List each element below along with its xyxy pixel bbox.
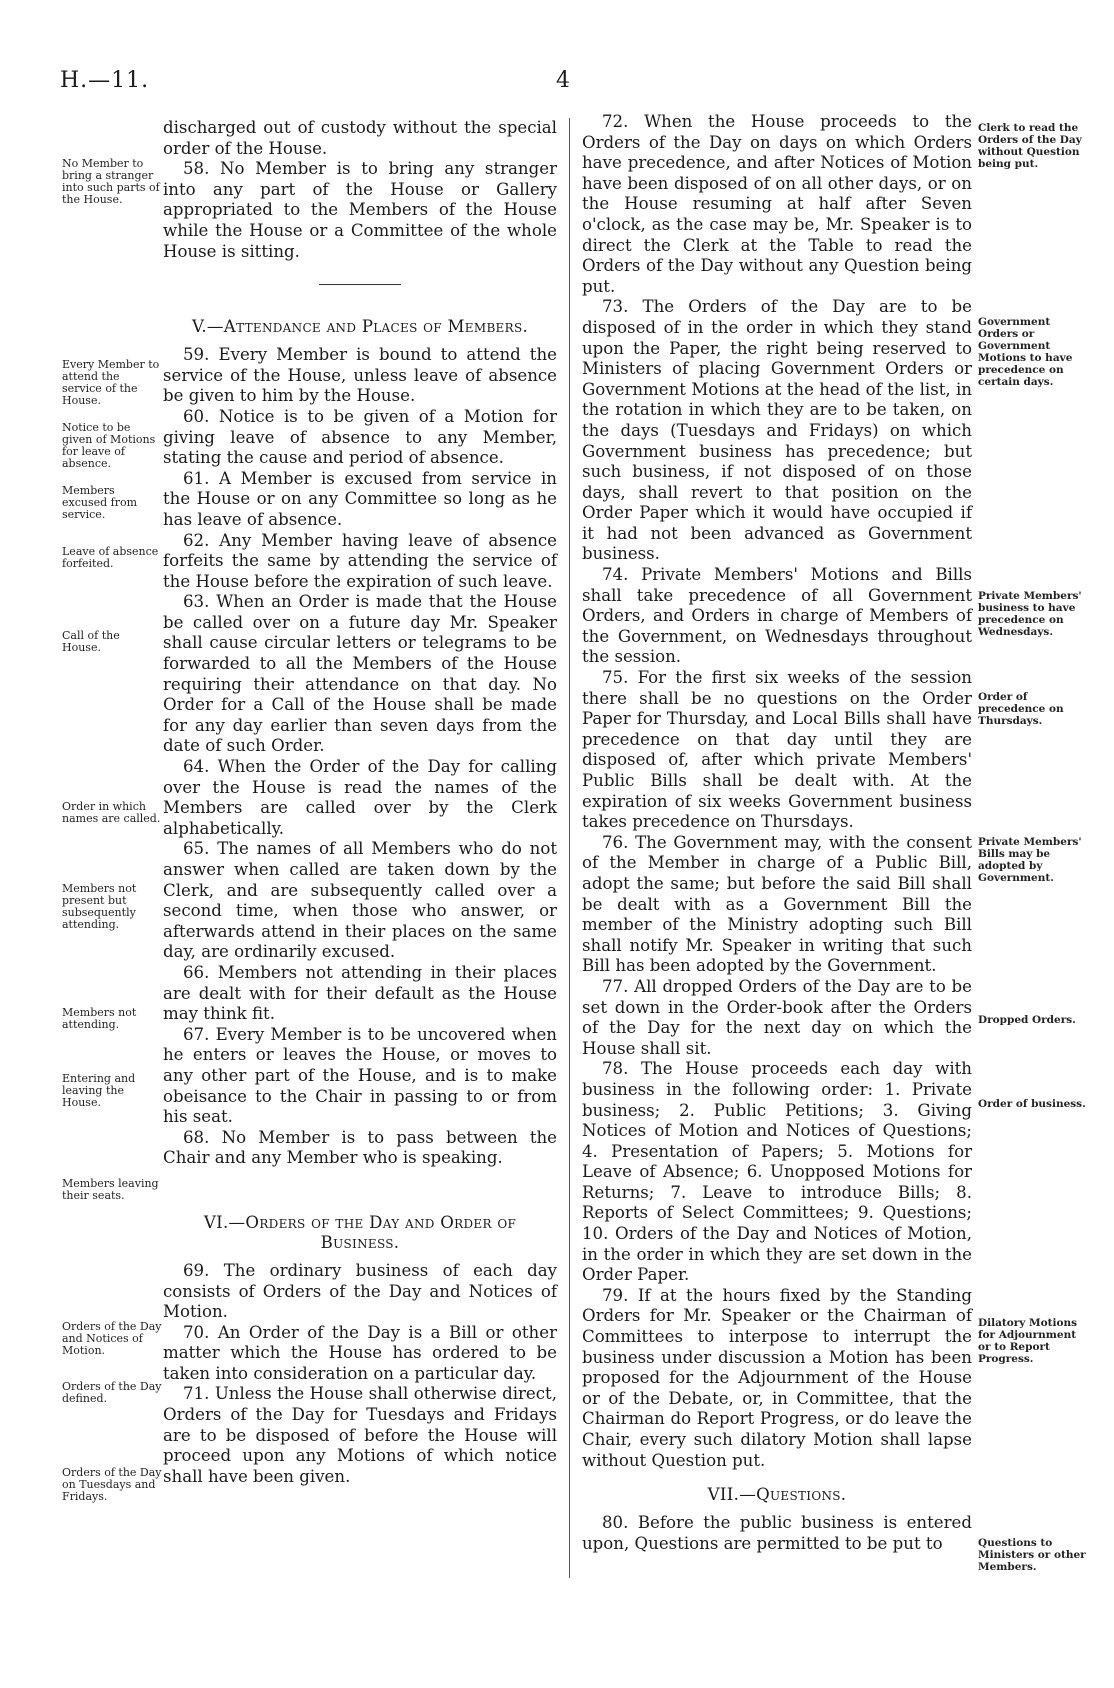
margin-note-77: Dropped Orders. [978,1014,1076,1026]
standing-order-68: 68. No Member is to pass between the Chair and any Member who is speaking. [163,1127,557,1168]
section-divider [319,284,401,285]
margin-note-62: Leave of absence forfeited. [62,545,159,570]
margin-note-76: Private Members' Bills may be adopted by Government. [978,836,1082,884]
standing-order-73: 73. The Orders of the Day are to be disposed of in the order in which they stand upon the Paper, the right being reserved to Ministers of placing Government Orders or Government Motions at the head of the list, in the rotation in which they are to be taken, on the days (Tuesdays and Fridays) on which Government business has precedence; but such business, if not disposed of on those days, shall revert to that position on the Order Paper which it would have occupied if it had not been advanced as Government business. [582,297,972,564]
standing-order-80: 80. Before the public business is entered upon, Questions are permitted to be put to [582,1513,972,1553]
standing-order-67: 67. Every Member is to be uncovered when he enters or leaves the House, or moves to any other part of the House, and is to make obeisance to the Chair in passing to or from his seat. [163,1024,557,1127]
standing-order-58: 58. No Member is to bring any stranger into any part of the House or Gallery appropriated to the Members of the House while the House or a Committee of the whole House is sitting. [163,159,557,261]
standing-order-71: 71. Unless the House shall otherwise direct, Orders of the Day for Tuesdays and Fridays are to be disposed of before the House will proceed upon any Motions of which notice shall have been given. [163,1384,557,1486]
standing-order-70: 70. An Order of the Day is a Bill or other matter which the House has ordered to be taken into consideration on a particular day. [163,1322,557,1383]
standing-order-77: 77. All dropped Orders of the Day are to be set down in the Order-book after the Orders of the Day for the next day on which the House shall sit. [582,976,972,1058]
margin-note-74: Private Members' business to have precedence on Wednesdays. [978,590,1082,638]
standing-order-65: 65. The names of all Members who do not answer when called are taken down by the Clerk, and are subsequently called over a second time, when those who answer, or afterwards attend in their places on the same day, are ordinarily excused. [163,839,557,962]
section-heading-vi: VI.—Orders of the Day and Order of Business. [203,1212,517,1252]
margin-note-60: Notice to be given of Motions for leave of absence. [62,421,156,470]
left-column [163,118,557,1487]
margin-note-68: Members leaving their seats. [62,1177,159,1202]
standing-order-76: 76. The Government may, with the consent of the Member in charge of a Public Bill, adopt the same; but before the said Bill shall be dealt with as a Government Bill the member of the Ministry adopting such Bill shall notify Mr. Speaker in writing that such Bill has been adopted by the Government. [582,832,972,976]
standing-order-62: 62. Any Member having leave of absence forfeits the same by attending the service of the House before the expiration of such leave. [163,530,557,591]
margin-note-65: Members not present but subsequently attending. [62,882,137,931]
margin-note-66: Members not attending. [62,1006,137,1031]
margin-note-69: Orders of the Day and Notices of Motion. [62,1320,162,1357]
margin-note-67: Entering and leaving the House. [62,1072,136,1109]
standing-order-75: 75. For the first six weeks of the session there shall be no questions on the Order Paper for Thursday, and Local Bills shall have precedence on that day until they are disposed of, after which private Members' Public Bills shall be dealt with. At the expiration of six weeks Government business takes precedence on Thursdays. [582,668,972,832]
standing-order-63: 63. When an Order is made that the House be called over on a future day Mr. Speaker shall cause circular letters or telegrams to be forwarded to all the Members of the House requiring their attendance on that day. No Order for a Call of the House shall be made for any day earlier than seven days from the date of such Order. [163,592,557,756]
standing-order-69: 69. The ordinary business of each day consists of Orders of the Day and Notices of Motion. [163,1260,557,1322]
margin-note-73: Government Orders or Government Motions to have precedence on certain days. [978,316,1073,388]
page-number: 4 [556,68,570,93]
margin-note-75: Order of precedence on Thursdays. [978,691,1064,727]
spacer [163,1169,557,1203]
margin-note-63: Call of the House. [62,629,120,654]
margin-note-64: Order in which names are called. [62,800,161,825]
margin-note-58: No Member to bring a stranger into such parts of the House. [62,157,160,206]
standing-order-64: 64. When the Order of the Day for calling over the House is read the names of the Members are called over by the Clerk alphabetically. [163,757,557,838]
margin-note-59: Every Member to attend the service of the House. [62,358,160,407]
standing-order-78: 78. The House proceeds each day with business in the following order: 1. Private business; 2. Public Petitions; 3. Giving Notices of Motion and Notices of Questions; 4. Presentation of Papers; 5. Motions for Leave of Absence; 6. Unopposed Motions for Returns; 7. Leave to introduce Bills; 8. Reports of Select Committees; 9. Questions; 10. Orders of the Day and Notices of Motion, in the order in which they are set down in the Order Paper. [582,1059,972,1285]
standing-order-79: 79. If at the hours fixed by the Standing Orders for Mr. Speaker or the Chairman of Committees to interpose to interrupt the business under discussion a Motion has been proposed for the Adjournment of the House or of the Debate, or, in Committee, that the Chairman do Report Progress, or do leave the Chair, every such dilatory Motion shall lapse without Question put. [582,1285,972,1470]
margin-note-79: Dilatory Motions for Adjournment or to Report Progress. [978,1317,1078,1365]
section-heading-v: V.—Attendance and Places of Members. [191,317,529,337]
column-divider [569,118,570,1578]
margin-note-80: Questions to Ministers or other Members. [978,1537,1086,1573]
margin-note-61: Members excused from service. [62,484,138,521]
page-reference: H.—11. [60,68,150,93]
standing-order-60: 60. Notice is to be given of a Motion for giving leave of absence to any Member, stating the cause and period of absence. [163,406,557,468]
continuation-text: discharged out of custody without the special order of the House. [163,118,557,158]
standing-order-74: 74. Private Members' Motions and Bills shall take precedence of all Government Orders, and Orders in charge of Members of the Government, on Wednesdays throughout the session. [582,565,972,667]
standing-order-66: 66. Members not attending in their places are dealt with for their default as the House may think fit. [163,962,557,1024]
standing-order-59: 59. Every Member is bound to attend the service of the House, unless leave of absence be given to him by the House. [163,345,557,406]
right-column [582,112,972,1554]
section-heading-vii: VII.—Questions. [707,1485,847,1505]
margin-note-71: Orders of the Day on Tuesdays and Fridays. [62,1466,162,1503]
standing-order-72: 72. When the House proceeds to the Orders of the Day on days on which Orders have precedence, and after Notices of Motion have been disposed of on all other days, or on the House resuming at half after Seven o'clock, as the case may be, Mr. Speaker is to direct the Clerk at the Table to read the Orders of the Day without any Question being put. [582,112,972,296]
margin-note-70: Orders of the Day defined. [62,1380,162,1405]
standing-order-61: 61. A Member is excused from service in the House or on any Committee so long as he has leave of absence. [163,468,557,529]
margin-note-72: Clerk to read the Orders of the Day without Question being put. [978,122,1082,170]
margin-note-78: Order of business. [978,1098,1086,1110]
